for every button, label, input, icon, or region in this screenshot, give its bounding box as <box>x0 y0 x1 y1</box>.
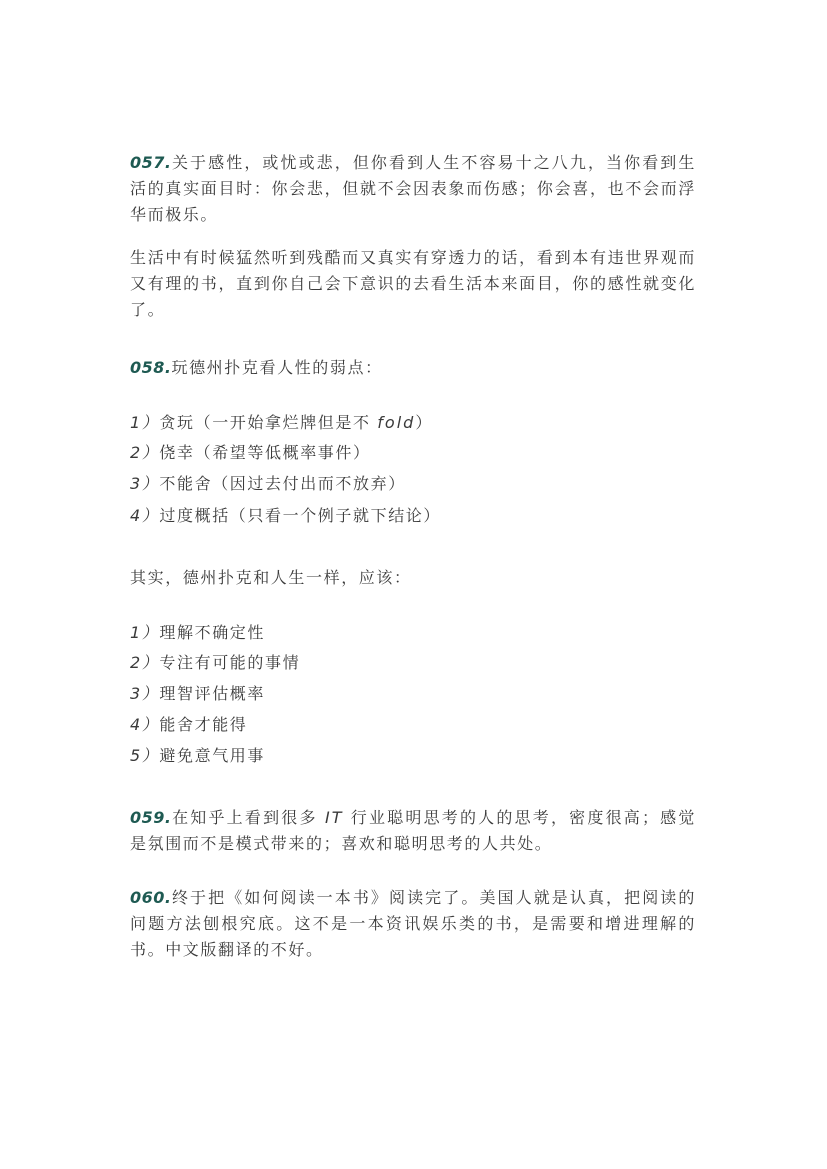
list-item <box>130 712 696 738</box>
list-text: 避免意气用事 <box>159 746 265 765</box>
entry-text: 终于把《如何阅读一本书》阅读完了。美国人就是认真，把阅读的问题方法刨根究底。这不是一本资讯娱乐类的书，是需要和增进理解的书。中文版翻译的不好。 <box>130 888 696 959</box>
list-index: 3） <box>130 474 160 493</box>
list-text: ） <box>415 413 433 432</box>
entry-text: 在知乎上看到很多 <box>171 808 325 827</box>
list-item <box>130 471 696 497</box>
entry-number: 059. <box>130 808 172 827</box>
list-item <box>130 620 696 646</box>
list-text: 理解不确定性 <box>159 623 265 642</box>
entry-058 <box>130 355 696 381</box>
entry-060 <box>130 885 696 963</box>
list-text: 贪玩（一开始拿烂牌但是不 <box>159 413 378 432</box>
list-text: 理智评估概率 <box>159 684 265 703</box>
list-text: 能舍才能得 <box>159 715 248 734</box>
list-item <box>130 743 696 769</box>
list-index: 1） <box>130 413 160 432</box>
list-item <box>130 503 696 529</box>
list-index: 2） <box>130 443 160 462</box>
list-item <box>130 410 696 436</box>
entry-057 <box>130 150 696 228</box>
entry-text: 行业聪明思考的人的思考，密度很高；感觉是氛围而不是模式带来的；喜欢和聪明思考的人共处。 <box>130 808 696 853</box>
entry-text: 生活中有时候猛然听到残酷而又真实有穿透力的话，看到本有违世界观而又有理的书，直到你自己会下意识的去看生活本来面目，你的感性就变化了。 <box>130 248 696 319</box>
entry-text: 玩德州扑克看人性的弱点： <box>171 358 383 377</box>
entry-059 <box>130 805 696 857</box>
entry-text-latin: IT <box>324 808 344 827</box>
list-text: 不能舍（因过去付出而不放弃） <box>159 474 406 493</box>
list-item <box>130 681 696 707</box>
list-index: 4） <box>130 506 160 525</box>
list-text-latin: fold <box>377 413 416 432</box>
list-index: 2） <box>130 653 160 672</box>
list-index: 3） <box>130 684 160 703</box>
entry-number: 057. <box>130 153 172 172</box>
entry-number: 060. <box>130 888 172 907</box>
conclusion-text: 其实，德州扑克和人生一样，应该： <box>130 568 412 587</box>
entry-057-paragraph-2 <box>130 245 696 323</box>
list-item <box>130 440 696 466</box>
list-text: 过度概括（只看一个例子就下结论） <box>159 506 441 525</box>
entry-number: 058. <box>130 358 172 377</box>
list-item <box>130 650 696 676</box>
list-index: 5） <box>130 746 160 765</box>
list-text: 侥幸（希望等低概率事件） <box>159 443 371 462</box>
entry-text: 关于感性，或忧或悲，但你看到人生不容易十之八九，当你看到生活的真实面目时：你会悲，但就不会因表象而伤感；你会喜，也不会而浮华而极乐。 <box>130 153 696 224</box>
list-text: 专注有可能的事情 <box>159 653 301 672</box>
list-index: 4） <box>130 715 160 734</box>
conclusion-intro <box>130 565 696 591</box>
list-index: 1） <box>130 623 160 642</box>
